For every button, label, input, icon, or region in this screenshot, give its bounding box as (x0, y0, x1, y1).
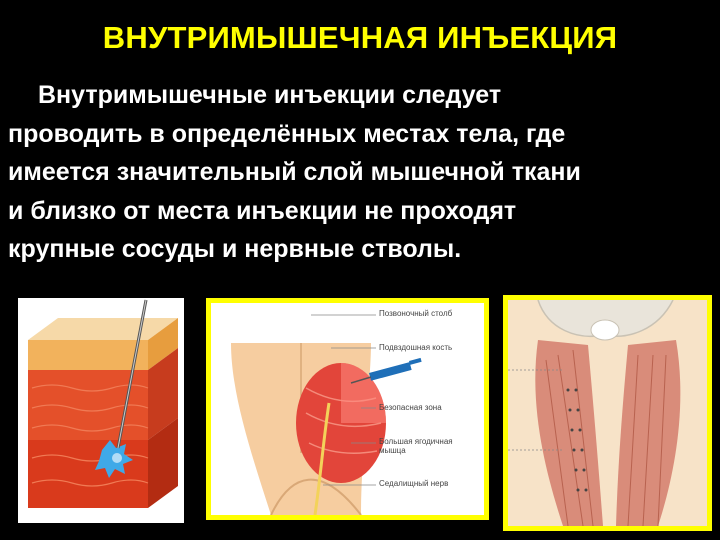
paragraph-line: имеется значительный слой мышечной ткани (8, 158, 581, 186)
tissue-layers-graphic (18, 298, 184, 523)
slide-title: ВНУТРИМЫШЕЧНАЯ ИНЪЕКЦИЯ (102, 20, 618, 55)
paragraph-line: крупные сосуды и нервные стволы. (8, 235, 462, 263)
tissue-layers-illustration (18, 298, 184, 523)
label-gluteus: Большая ягодичная мышца (379, 437, 453, 455)
deep-muscle-layer (28, 440, 148, 508)
label-sciatic: Седалищный нерв (379, 479, 449, 488)
paragraph-line: и близко от места инъекции не проходят (8, 196, 517, 225)
label-safe-zone: Безопасная зона (379, 403, 442, 412)
paragraph-line: Внутримышечные инъекции следует (38, 81, 502, 109)
gluteal-injection-diagram (206, 298, 489, 520)
label-spine: Позвоночный столб (379, 309, 453, 318)
fat-layer (28, 340, 148, 370)
label-ilium: Подвздошная кость (379, 343, 453, 352)
main-paragraph (8, 76, 714, 269)
paragraph-line: проводить в определённых местах тела, где (8, 119, 566, 148)
thigh-injection-diagram (503, 295, 712, 531)
thigh-graphic (508, 300, 707, 526)
